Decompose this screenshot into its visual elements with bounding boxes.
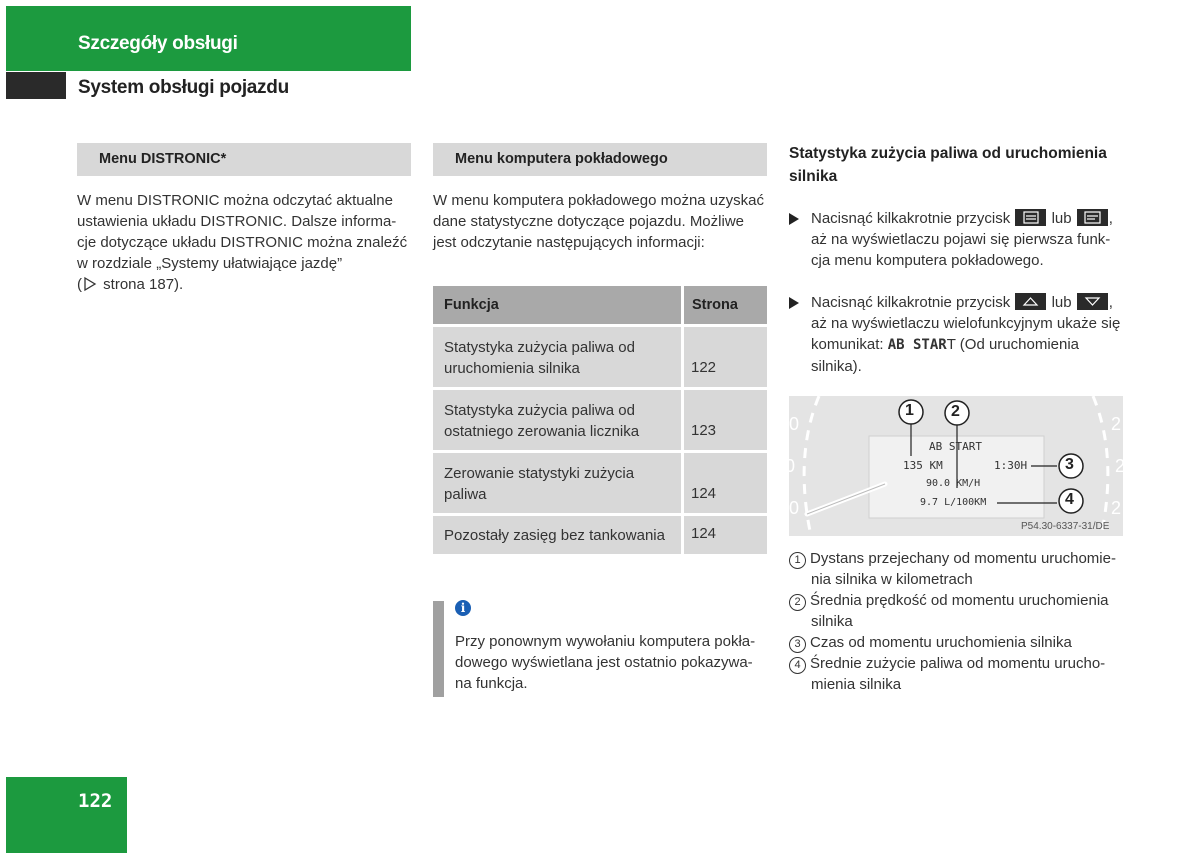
info-icon: i	[455, 600, 471, 616]
display-message-code: AB STAR	[887, 337, 947, 353]
text-line: ustawienia układu DISTRONIC. Dalsze informa-	[77, 213, 397, 230]
gauge-label: 2	[1111, 414, 1122, 434]
legend-text: Dystans przejechany od momentu uruchomie-	[810, 550, 1116, 567]
legend-text: Czas od momentu uruchomienia silnika	[810, 634, 1072, 651]
gauge-label: 2	[1111, 498, 1122, 518]
step-text: Nacisnąć kilkakrotnie przycisk	[811, 294, 1011, 311]
legend-text: Średnie zużycie paliwa od momentu urucho-	[810, 655, 1106, 672]
display-line-title: AB START	[929, 440, 982, 453]
row-function-text: paliwa	[444, 486, 487, 503]
legend-number: 2	[789, 594, 806, 611]
up-button-icon	[1015, 293, 1046, 310]
callout-4: 4	[1065, 491, 1074, 508]
gauge-label: 0	[789, 498, 800, 518]
display-consumption: 9.7 L/100KM	[920, 497, 987, 508]
chapter-title: Szczegóły obsługi	[78, 33, 238, 54]
text-line: W menu komputera pokładowego można uzyskać	[433, 192, 764, 209]
row-page: 122	[691, 359, 717, 376]
section-title: System obsługi pojazdu	[78, 77, 289, 98]
legend-text: Średnia prędkość od momentu uruchomienia	[810, 592, 1109, 609]
instruction-step-1: Nacisnąć kilkakrotnie przycisk lub , aż na wyświetlaczu pojawi się pierwsza funk- cja menu komputera pokładowego.	[789, 208, 1129, 271]
column-header-function: Funkcja	[444, 297, 499, 313]
text-line: Przy ponownym wywołaniu komputera pokła-	[455, 633, 756, 650]
page-number-box	[6, 777, 127, 853]
down-button-icon	[1077, 293, 1108, 310]
bullet-arrow-icon	[789, 213, 799, 225]
trip-computer-paragraph	[433, 190, 773, 253]
distronic-paragraph	[77, 190, 417, 295]
page-reference-text: strona 187).	[103, 276, 184, 293]
step-text: komunikat:	[811, 336, 884, 353]
text-line: cje dotyczące układu DISTRONIC można znaleźć	[77, 234, 408, 251]
text-line: na funkcja.	[455, 675, 528, 692]
step-text: T (Od uruchomienia	[946, 336, 1080, 353]
fuel-stats-heading: Statystyka zużycia paliwa od uruchomienia silnika	[789, 145, 1107, 185]
text-line: dane statystyczne dotyczące pojazdu. Możliwe	[433, 213, 744, 230]
gauge-label: 0	[789, 414, 800, 434]
figure-code: P54.30-6337-31/DE	[1021, 521, 1110, 532]
legend-number: 4	[789, 657, 806, 674]
step-text: aż na wyświetlaczu pojawi się pierwsza funk-	[811, 231, 1111, 248]
header-dark-marker	[6, 72, 66, 99]
info-note-text	[455, 631, 775, 694]
row-function-text: Pozostały zasięg bez tankowania	[444, 527, 665, 544]
callout-1: 1	[905, 402, 914, 419]
legend-item-3	[789, 632, 1129, 653]
trip-computer-menu-heading: Menu komputera pokładowego	[455, 151, 668, 167]
row-function-text: Zerowanie statystyki zużycia	[444, 465, 635, 482]
row-page: 124	[691, 525, 717, 542]
trip-computer-menu-bar	[433, 143, 767, 176]
legend-number: 3	[789, 636, 806, 653]
instruction-step-2: Nacisnąć kilkakrotnie przycisk lub , aż na wyświetlaczu wielofunkcyjnym ukaże się komunikat: AB START (Od uruchomienia silnika).	[789, 292, 1129, 377]
legend-text: silnika	[811, 613, 853, 630]
text-line: dowego wyświetlana jest ostatnio pokazywa-	[455, 654, 753, 671]
row-page: 123	[691, 422, 717, 439]
step-text: aż na wyświetlaczu wielofunkcyjnym ukaże się	[811, 315, 1121, 332]
page-reference: ( strona 187).	[77, 276, 184, 293]
display-page-back-button-icon	[1077, 209, 1108, 226]
display-time: 1:30H	[994, 459, 1028, 472]
table-row	[433, 516, 767, 554]
legend-item-2	[789, 590, 1129, 632]
text-line: W menu DISTRONIC można odczytać aktualne	[77, 192, 393, 209]
info-note-bar	[433, 601, 444, 697]
text-line: w rozdziale „Systemy ułatwiające jazdę”	[77, 255, 343, 272]
legend-number: 1	[789, 552, 806, 569]
legend-text: mienia silnika	[811, 676, 902, 693]
reference-arrow-icon	[84, 277, 97, 291]
legend-item-1	[789, 548, 1129, 590]
distronic-menu-heading: Menu DISTRONIC*	[99, 151, 227, 167]
column-header-page: Strona	[692, 297, 738, 313]
table-row	[433, 390, 767, 450]
display-speed: 90.0 KM/H	[926, 478, 981, 489]
callout-2: 2	[951, 403, 960, 420]
page-number: 122	[78, 790, 113, 812]
step-text: Nacisnąć kilkakrotnie przycisk	[811, 210, 1011, 227]
table-header	[433, 286, 767, 324]
text-line: jest odczytanie następujących informacji:	[433, 234, 705, 251]
row-function-text: ostatniego zerowania licznika	[444, 423, 640, 440]
legend-text: nia silnika w kilometrach	[811, 571, 973, 588]
functions-table	[433, 286, 767, 557]
row-page: 124	[691, 485, 717, 502]
table-row	[433, 453, 767, 513]
table-row	[433, 327, 767, 387]
legend-item-4	[789, 653, 1129, 695]
step-text: silnika).	[811, 358, 862, 375]
display-distance: 135 KM	[903, 459, 943, 472]
step-text: lub	[1051, 294, 1072, 311]
gauge-label: 2	[1115, 456, 1126, 476]
callout-3: 3	[1065, 456, 1074, 473]
row-function-text: Statystyka zużycia paliwa od	[444, 402, 635, 419]
step-text: cja menu komputera pokładowego.	[811, 252, 1044, 269]
step-text: lub	[1051, 210, 1072, 227]
gauge-label: 0	[785, 456, 796, 476]
bullet-arrow-icon	[789, 297, 799, 309]
instrument-cluster-figure	[785, 396, 1126, 536]
row-function-text: Statystyka zużycia paliwa od	[444, 339, 635, 356]
distronic-menu-bar	[77, 143, 411, 176]
display-page-button-icon	[1015, 209, 1046, 226]
row-function-text: uruchomienia silnika	[444, 360, 580, 377]
